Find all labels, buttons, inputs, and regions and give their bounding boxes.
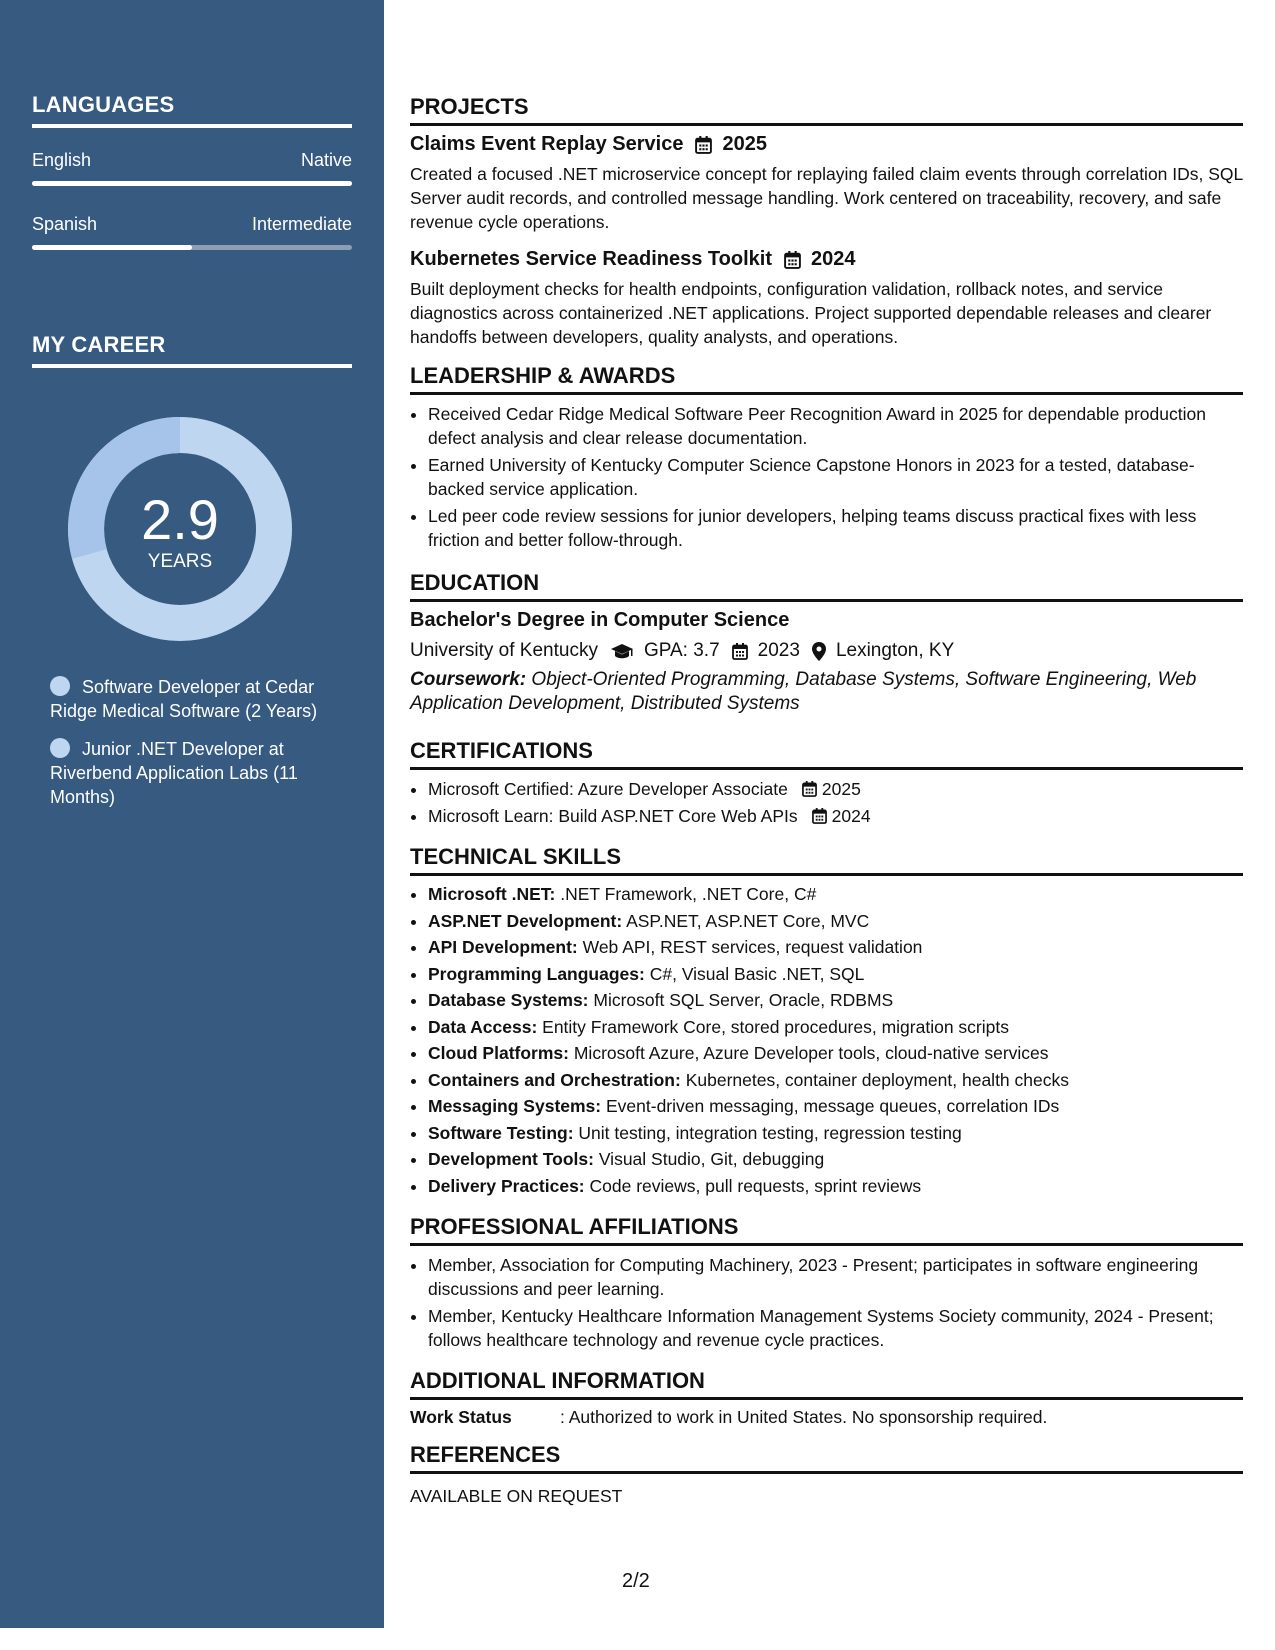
skill-label: Software Testing:: [428, 1122, 574, 1143]
skill-label: Database Systems:: [428, 990, 589, 1010]
project-title-row: [410, 133, 1243, 156]
list-item: [428, 777, 1243, 801]
gpa: GPA: 3.7: [643, 640, 720, 661]
bullet-dot-icon: [50, 738, 70, 758]
languages-heading: LANGUAGES: [32, 92, 352, 128]
bullet-dot-icon: [50, 676, 70, 696]
language-level: Intermediate: [251, 214, 352, 234]
project-year: 2024: [810, 248, 856, 270]
project-title: Claims Event Replay Service: [410, 133, 684, 155]
skill-item: [428, 1148, 1243, 1172]
career-item-text: Software Developer at Cedar Ridge Medical Software (2 Years): [50, 677, 318, 721]
coursework-label: Coursework:: [410, 669, 527, 690]
career-heading: MY CAREER: [32, 332, 352, 368]
education-details: [410, 640, 1243, 662]
location-pin-icon: [812, 642, 826, 661]
affiliations-list: [410, 1253, 1243, 1352]
education-heading: EDUCATION: [410, 570, 1243, 602]
career-years-donut: [66, 415, 294, 643]
list-item: • Received Cedar Ridge Medical Software Peer Recognition Award in 2025 for dependable production defect analysis and clear release documentation.: [428, 402, 1243, 450]
project-description: Built deployment checks for health endpoints, configuration validation, rollback notes, and service diagnostics across containerized .NET applications. Project supported dependable releases and clearer handoffs between developers, quality analysts, and operations.: [410, 279, 1212, 347]
skill-item: [428, 989, 1243, 1013]
skill-label: Messaging Systems:: [428, 1096, 602, 1116]
calendar-icon: [732, 643, 748, 660]
list-item: • Led peer code review sessions for junior developers, helping teams discuss practical fixes with less friction and better follow-through.: [428, 504, 1243, 552]
degree-title: Bachelor's Degree in Computer Science: [410, 609, 790, 631]
career-item: [50, 737, 340, 809]
certification-year: 2024: [831, 806, 871, 826]
skill-value: ASP.NET, ASP.NET Core, MVC: [626, 910, 870, 931]
language-proficiency-bar: [32, 181, 352, 186]
additional-heading: ADDITIONAL INFORMATION: [410, 1368, 1243, 1400]
language-proficiency-fill: [32, 245, 192, 250]
coursework: [410, 668, 1243, 716]
certification-year: 2025: [821, 779, 861, 799]
references-text: AVAILABLE ON REQUEST: [410, 1486, 623, 1506]
skill-value: Entity Framework Core, stored procedures, migration scripts: [542, 1016, 1009, 1037]
career-years-label: YEARS: [147, 551, 213, 572]
graduation-year: 2023: [757, 640, 800, 661]
career-item: [50, 675, 340, 723]
affiliations-heading: PROFESSIONAL AFFILIATIONS: [410, 1214, 1243, 1246]
language-proficiency-bar: [32, 245, 352, 250]
skill-label: Development Tools:: [428, 1149, 594, 1169]
skill-value: Unit testing, integration testing, regression testing: [578, 1122, 962, 1143]
school-location: Lexington, KY: [835, 640, 955, 661]
education-section: [410, 570, 1243, 716]
project-title: Kubernetes Service Readiness Toolkit: [410, 248, 772, 270]
career-years-value: 2.9: [141, 488, 219, 551]
language-name: English: [32, 150, 92, 170]
skill-value: Code reviews, pull requests, sprint reviews: [589, 1175, 922, 1196]
projects-heading: PROJECTS: [410, 94, 1243, 126]
calendar-icon: [812, 808, 827, 824]
skill-label: Data Access:: [428, 1016, 538, 1037]
skill-value: Kubernetes, container deployment, health checks: [685, 1069, 1069, 1090]
graduation-cap-icon: [610, 643, 634, 660]
additional-section: [410, 1368, 1243, 1428]
skill-item: [428, 963, 1243, 987]
language-level: Native: [300, 150, 352, 170]
skill-label: Microsoft .NET:: [428, 884, 556, 904]
projects-section: [410, 94, 1243, 349]
skill-item: [428, 1016, 1243, 1040]
work-status-value: : Authorized to work in United States. No sponsorship required.: [560, 1407, 1048, 1427]
skill-label: Containers and Orchestration:: [428, 1069, 681, 1090]
school-name: University of Kentucky: [410, 640, 598, 661]
career-list: [50, 675, 340, 823]
language-name: Spanish: [32, 214, 98, 234]
certifications-section: [410, 738, 1243, 828]
coursework-list: Object-Oriented Programming, Database Systems, Software Engineering, Web Application Development, Distributed Systems: [410, 669, 1197, 714]
project-year: 2025: [722, 133, 767, 155]
list-item: • Earned University of Kentucky Computer Science Capstone Honors in 2023 for a tested, database-backed service application.: [428, 453, 1243, 501]
certifications-list: [410, 777, 1243, 828]
skill-item: [428, 1069, 1243, 1093]
languages-section: [32, 92, 352, 250]
career-item-text: Junior .NET Developer at Riverbend Application Labs (11 Months): [50, 739, 298, 807]
leadership-section: [410, 363, 1243, 552]
skill-item: [428, 1042, 1243, 1066]
skill-label: Delivery Practices:: [428, 1175, 585, 1196]
career-section: [32, 332, 352, 368]
list-item: • Member, Association for Computing Machinery, 2023 - Present; participates in software engineering discussions and peer learning.: [428, 1253, 1243, 1301]
references-section: [410, 1442, 1243, 1507]
references-heading: REFERENCES: [410, 1442, 1243, 1474]
skill-value: C#, Visual Basic .NET, SQL: [649, 963, 865, 984]
skills-section: [410, 844, 1243, 1198]
leadership-list: [410, 402, 1243, 552]
skill-item: [428, 910, 1243, 934]
skill-label: ASP.NET Development:: [428, 910, 623, 931]
language-row: [32, 214, 352, 235]
skill-label: API Development:: [428, 937, 578, 957]
skill-value: Microsoft SQL Server, Oracle, RDBMS: [593, 990, 894, 1010]
work-status-label: Work Status: [410, 1407, 512, 1427]
list-item: • Member, Kentucky Healthcare Information Management Systems Society community, 2024 - Present; follows healthcare technology and revenue cycle practices.: [428, 1304, 1243, 1352]
skill-value: Event-driven messaging, message queues, correlation IDs: [606, 1096, 1060, 1116]
project-description: Created a focused .NET microservice concept for replaying failed claim events through correlation IDs, SQL Server audit records, and controlled message handling. Work centered on traceability, recovery, and safe revenue cycle operations.: [410, 164, 1243, 232]
main-content: [410, 94, 1243, 1507]
skill-item: [428, 1175, 1243, 1199]
skill-value: .NET Framework, .NET Core, C#: [560, 884, 817, 904]
skill-label: Cloud Platforms:: [428, 1043, 569, 1063]
skill-item: [428, 1095, 1243, 1119]
certification-name: Microsoft Certified: Azure Developer Associate: [428, 779, 788, 799]
skill-value: Web API, REST services, request validation: [582, 937, 923, 957]
list-item: [428, 804, 1243, 828]
skill-item: [428, 936, 1243, 960]
skill-label: Programming Languages:: [428, 963, 645, 984]
certification-name: Microsoft Learn: Build ASP.NET Core Web APIs: [428, 806, 798, 826]
affiliations-section: [410, 1214, 1243, 1352]
sidebar: [0, 0, 384, 1628]
skill-item: [428, 883, 1243, 907]
leadership-heading: LEADERSHIP & AWARDS: [410, 363, 1243, 395]
project-title-row: [410, 248, 1243, 271]
skill-value: Visual Studio, Git, debugging: [598, 1149, 825, 1169]
skills-heading: TECHNICAL SKILLS: [410, 844, 1243, 876]
work-status-row: [410, 1407, 1243, 1428]
skill-item: [428, 1122, 1243, 1146]
calendar-icon: [802, 781, 817, 797]
language-proficiency-fill: [32, 181, 352, 186]
calendar-icon: [695, 136, 712, 154]
skill-value: Microsoft Azure, Azure Developer tools, cloud-native services: [573, 1043, 1049, 1063]
skills-list: [410, 883, 1243, 1198]
page-number: 2/2: [622, 1570, 650, 1592]
certifications-heading: CERTIFICATIONS: [410, 738, 1243, 770]
language-row: [32, 150, 352, 171]
calendar-icon: [784, 251, 801, 269]
